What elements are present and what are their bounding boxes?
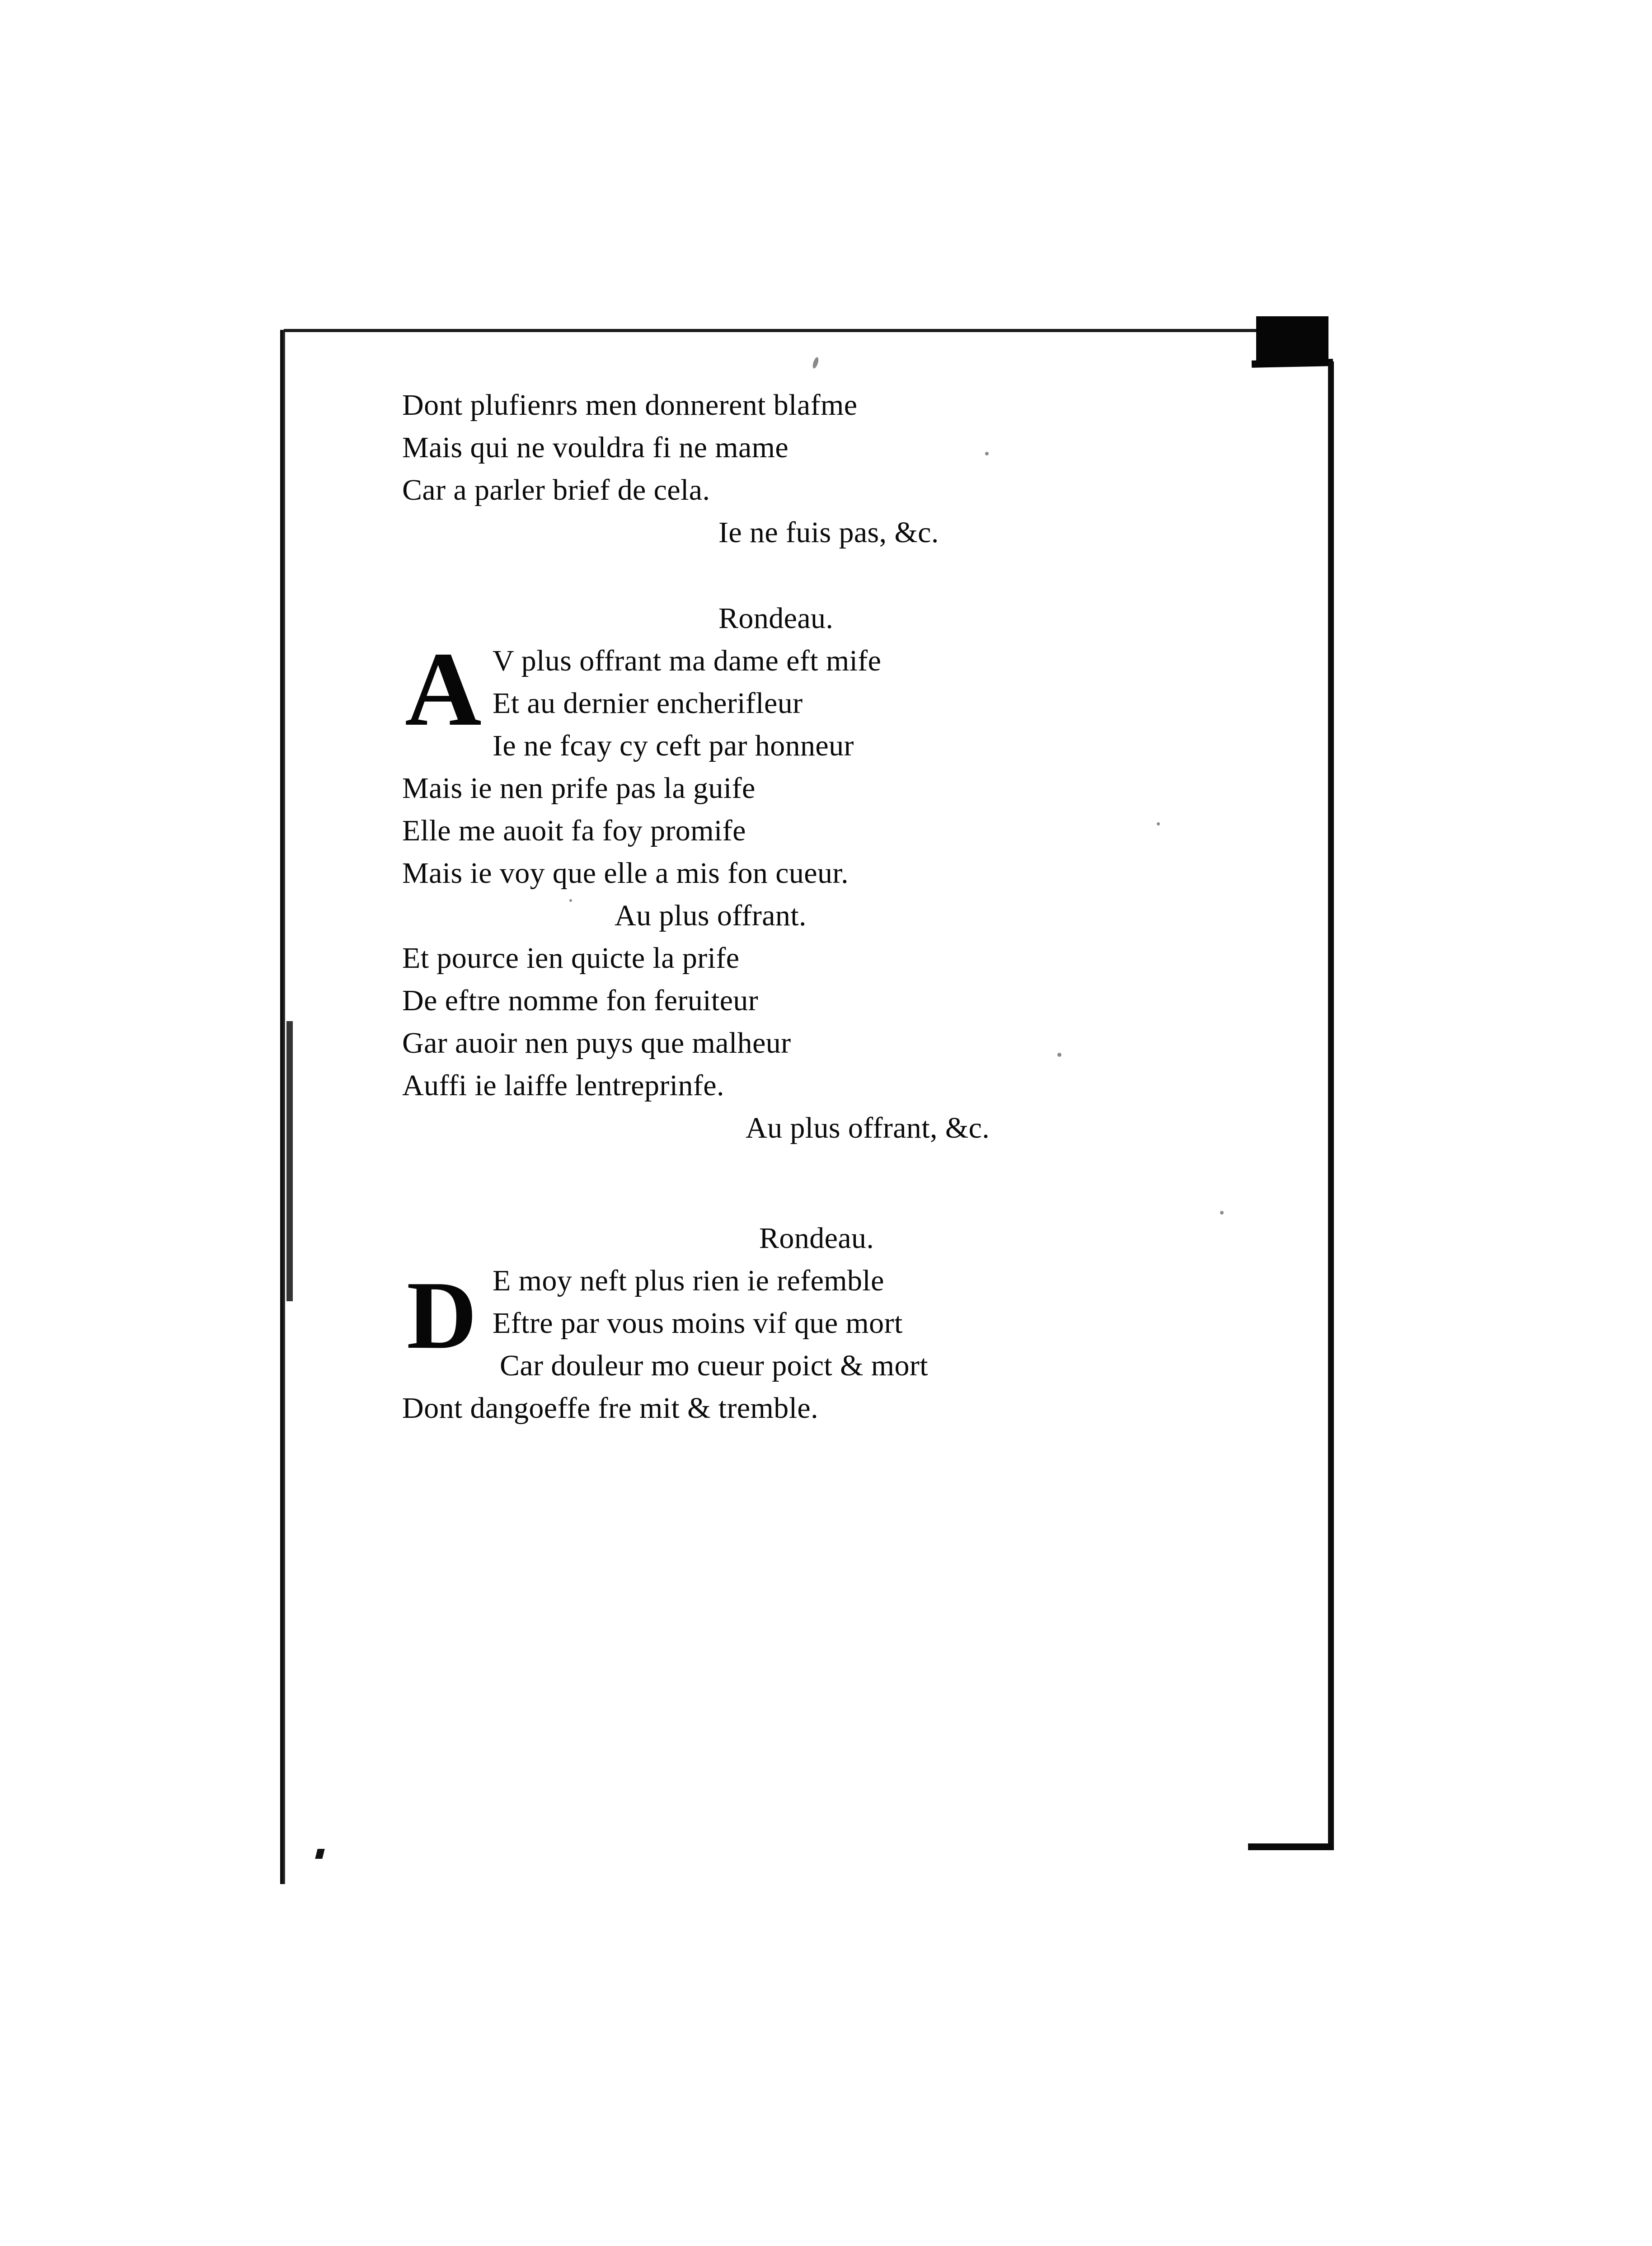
page-bottom-right-rule — [1248, 1843, 1334, 1850]
verse-line: Car a parler brief de cela. — [402, 474, 710, 506]
ink-speck — [812, 356, 820, 369]
verse-line: Mais qui ne vouldra fi ne mame — [402, 431, 789, 464]
stanza-one — [402, 384, 1261, 554]
dropcap-initial: D — [407, 1261, 477, 1369]
verse-line: Et pource ien quicte la prife — [402, 942, 740, 975]
page-right-edge-mark — [1328, 361, 1334, 1848]
verse-line: V plus offrant ma dame eft mife — [493, 644, 882, 677]
verse-line: Eftre par vous moins vif que mort — [493, 1307, 903, 1340]
section-heading: Rondeau. — [759, 1222, 874, 1255]
scanned-page — [280, 316, 1360, 1898]
verse-line: Gar auoir nen puys que malheur — [402, 1027, 791, 1060]
page-bottom-left-tick — [315, 1849, 324, 1859]
section-heading: Rondeau. — [718, 602, 834, 635]
stanza-spacer — [402, 1149, 1261, 1217]
verse-line: Auffi ie laiffe lentreprinfe. — [402, 1069, 724, 1102]
verse-line: De eftre nomme fon feruiteur — [402, 984, 759, 1017]
verse-line: Dont plufienrs men donnerent blafme — [402, 389, 858, 422]
refrain-line: Au plus offrant, &c. — [746, 1111, 990, 1144]
verse-line: Elle me auoit fa foy promife — [402, 814, 746, 847]
page-text-block — [402, 384, 1261, 1430]
page-left-edge-blot — [286, 1021, 293, 1301]
dropcap-stanza — [402, 1260, 1261, 1387]
refrain-line: Ie ne fuis pas, &c. — [718, 516, 939, 549]
page-top-right-rule — [1252, 359, 1333, 368]
section-rondeau-three — [402, 1217, 1261, 1430]
verse-line: Car douleur mo cueur poict & mort — [500, 1349, 928, 1382]
verse-line: E moy neft plus rien ie refemble — [493, 1264, 884, 1297]
verse-line: Mais ie nen prife pas la guife — [402, 772, 756, 805]
stanza-spacer — [402, 554, 1261, 597]
verse-line: Mais ie voy que elle a mis fon cueur. — [402, 857, 849, 890]
page-top-rule — [284, 329, 1323, 332]
dropcap-stanza — [402, 630, 1261, 767]
page-left-edge-mark — [280, 330, 285, 1884]
page-top-right-corner-mark — [1256, 316, 1328, 366]
verse-line: Et au dernier encherifleur — [493, 687, 803, 720]
verse-line: Ie ne fcay cy ceft par honneur — [493, 729, 854, 762]
dropcap-initial: A — [405, 630, 482, 748]
refrain-line: Au plus offrant. — [615, 899, 807, 932]
verse-line: Dont dangoeffe fre mit & tremble. — [402, 1392, 819, 1425]
section-rondeau-two — [402, 597, 1261, 1149]
